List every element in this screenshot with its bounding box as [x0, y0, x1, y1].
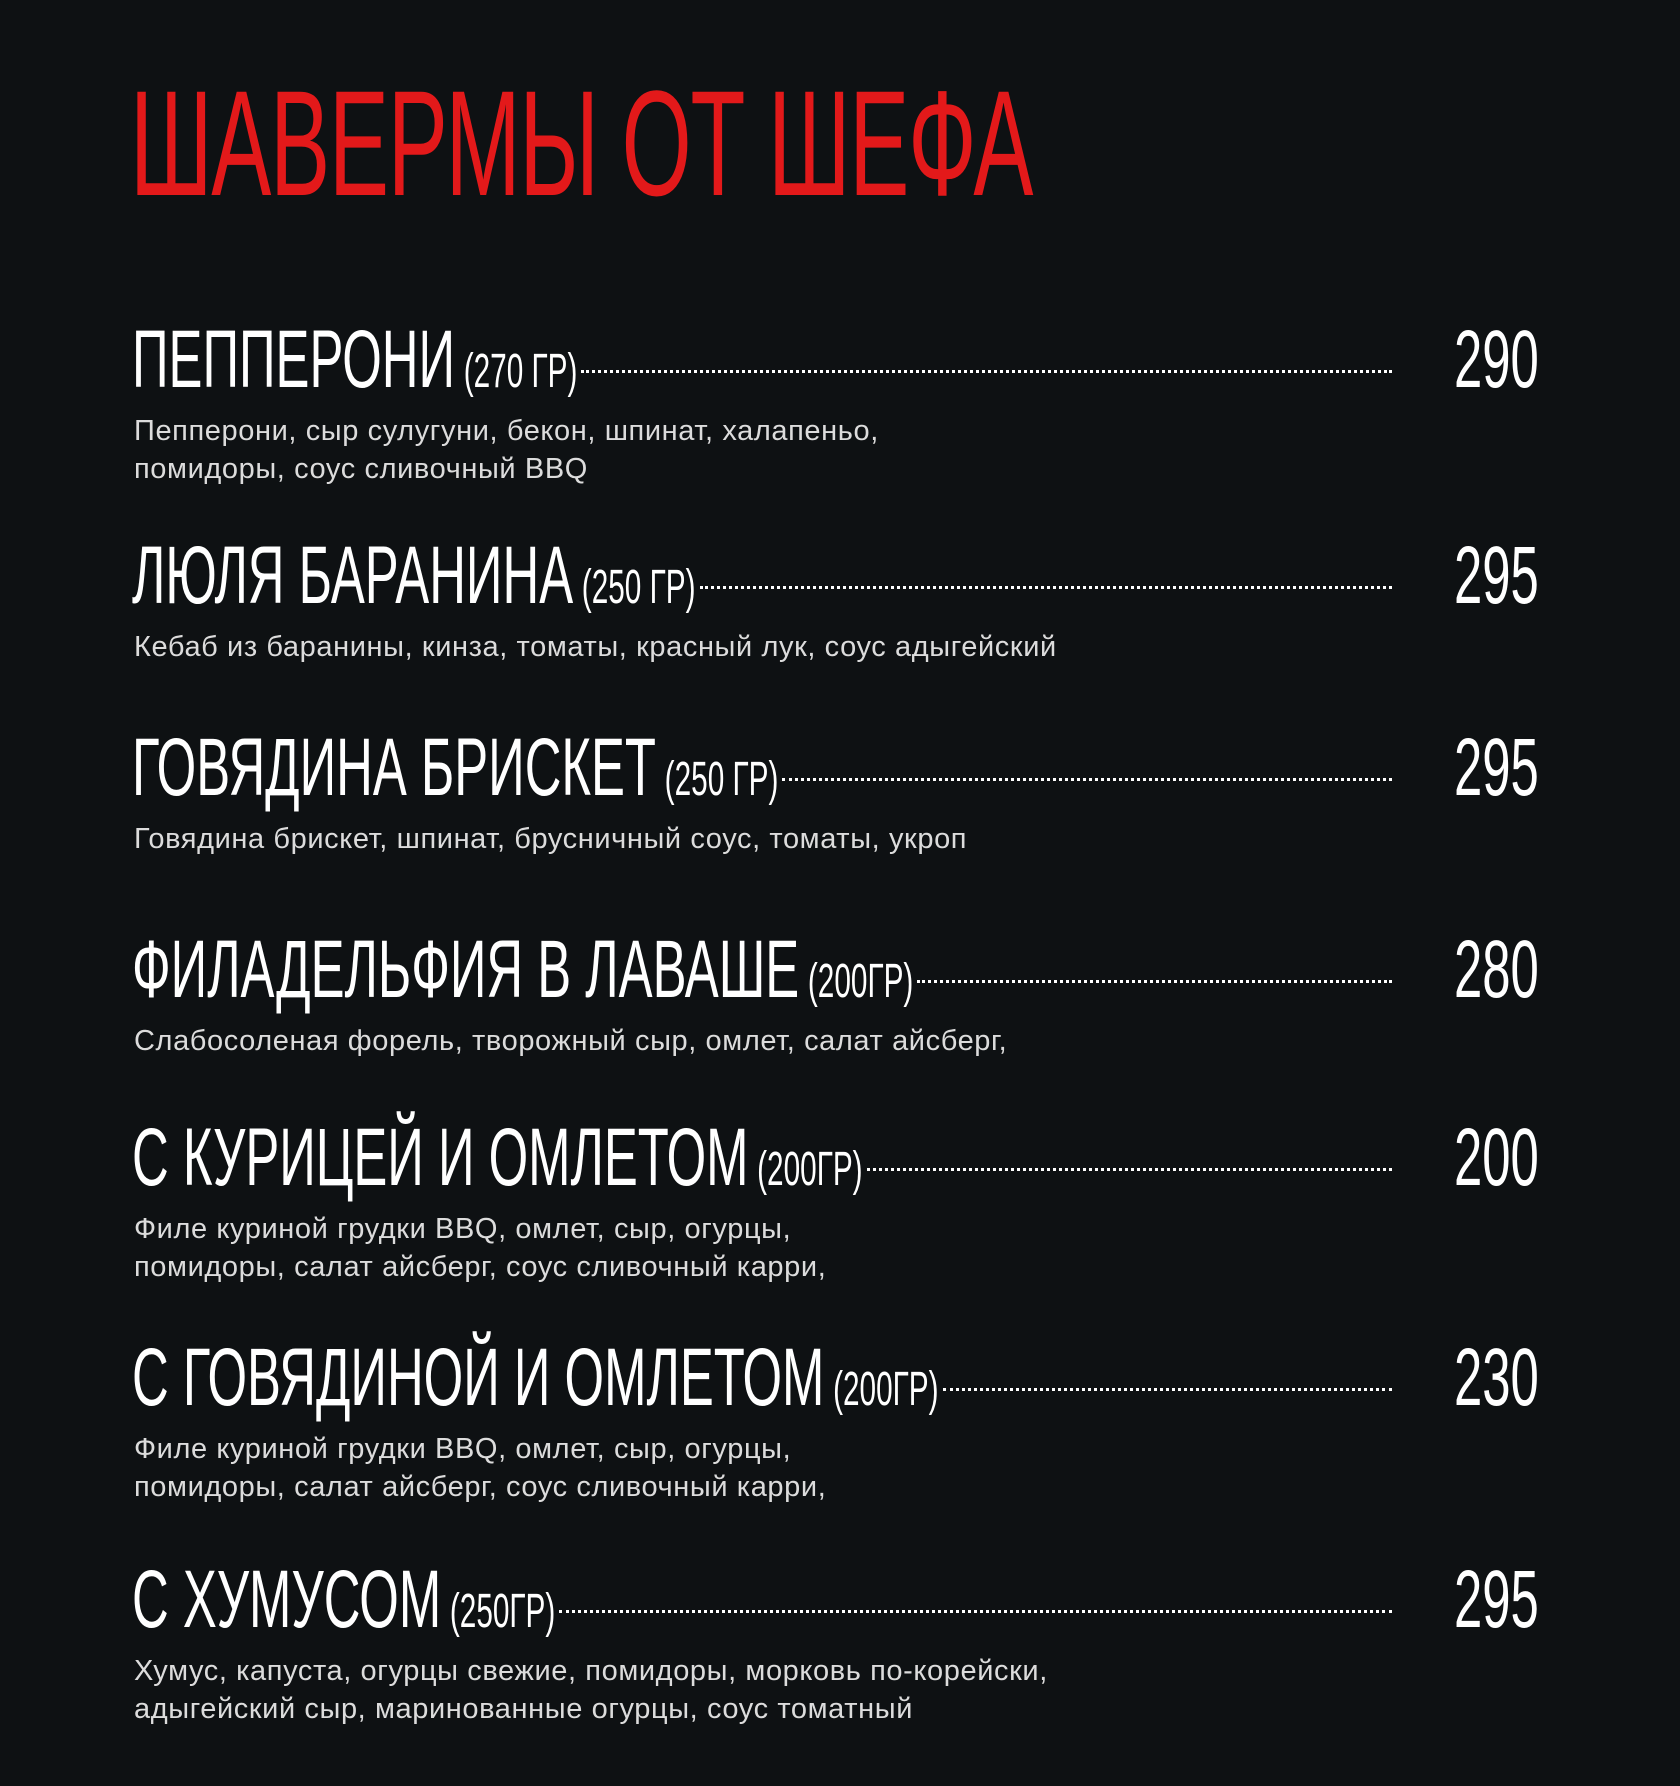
- menu-item-title: [132, 722, 779, 820]
- menu-item-header: [132, 1332, 1539, 1423]
- menu-item-price: 280: [1453, 924, 1539, 1015]
- dotted-leader: [782, 778, 1392, 781]
- dotted-leader: [559, 1610, 1392, 1613]
- menu-item-header: [132, 1554, 1539, 1645]
- menu-item-price: 295: [1453, 530, 1539, 621]
- dotted-leader: [581, 370, 1392, 373]
- menu-item-title: [132, 314, 578, 412]
- menu-item-name: ЛЮЛЯ БАРАНИНА: [132, 530, 574, 621]
- menu-item-description: [134, 628, 1522, 666]
- menu-item-price: 290: [1453, 314, 1539, 405]
- menu-item-header: [132, 530, 1539, 621]
- menu-item-price-box: [1402, 530, 1539, 621]
- menu-title: ШАВЕРМЫ ОТ ШЕФА: [130, 59, 1033, 227]
- menu-item-price-box: [1402, 1554, 1539, 1645]
- description-line: Говядина брискет, шпинат, брусничный соус, томаты, укроп: [134, 823, 968, 855]
- menu-item-header: [132, 1112, 1539, 1203]
- menu-item-header: [132, 722, 1539, 813]
- menu-item-description: [134, 1652, 1522, 1728]
- menu-item-pepperoni: [132, 314, 1539, 488]
- dotted-leader: [867, 1168, 1392, 1171]
- menu-item-price: 295: [1453, 722, 1539, 813]
- dotted-leader: [917, 980, 1392, 983]
- menu-item-govyadina-brisket: [132, 722, 1539, 858]
- menu-item-header: [132, 924, 1539, 1015]
- menu-item-philadelphia: [132, 924, 1539, 1060]
- description-line: Кебаб из баранины, кинза, томаты, красный лук, соус адыгейский: [134, 631, 1057, 663]
- menu-item-govyadina-omlet: [132, 1332, 1539, 1506]
- description-line: помидоры, салат айсберг, соус сливочный карри,: [134, 1471, 827, 1503]
- menu-item-description: [134, 1430, 1522, 1506]
- description-line: помидоры, салат айсберг, соус сливочный карри,: [134, 1251, 827, 1283]
- menu-item-title: [132, 1332, 939, 1430]
- menu-item-price-box: [1402, 314, 1539, 405]
- dotted-leader: [943, 1388, 1392, 1391]
- dotted-leader: [700, 586, 1392, 589]
- menu-item-kuritsa-omlet: [132, 1112, 1539, 1286]
- menu-item-title: [132, 1112, 863, 1210]
- menu-item-title: [132, 924, 914, 1022]
- description-line: адыгейский сыр, маринованные огурцы, соус томатный: [134, 1693, 913, 1725]
- menu-item-price: 230: [1453, 1332, 1539, 1423]
- menu-item-weight: (250 ГР): [664, 753, 779, 806]
- menu-item-price-box: [1402, 924, 1539, 1015]
- description-line: Филе куриной грудки BBQ, омлет, сыр, огурцы,: [134, 1213, 792, 1245]
- menu-item-name: ФИЛАДЕЛЬФИЯ В ЛАВАШЕ: [132, 924, 800, 1015]
- menu-item-price-box: [1402, 1112, 1539, 1203]
- menu-item-title: [132, 1554, 556, 1652]
- menu-item-humus: [132, 1554, 1539, 1728]
- menu-item-description: [134, 1022, 1522, 1060]
- description-line: Слабосоленая форель, творожный сыр, омлет, салат айсберг,: [134, 1025, 1008, 1057]
- menu-item-price-box: [1402, 1332, 1539, 1423]
- menu-item-name: ПЕППЕРОНИ: [132, 314, 456, 405]
- description-line: Хумус, капуста, огурцы свежие, помидоры, морковь по-корейски,: [134, 1655, 1048, 1687]
- menu-item-weight: (200ГР): [807, 955, 914, 1008]
- description-line: помидоры, соус сливочный BBQ: [134, 453, 588, 485]
- menu-item-price-box: [1402, 722, 1539, 813]
- menu-item-weight: (270 ГР): [463, 345, 578, 398]
- menu-item-weight: (200ГР): [757, 1143, 863, 1196]
- menu-item-description: [134, 1210, 1522, 1286]
- menu-item-name: С КУРИЦЕЙ И ОМЛЕТОМ: [132, 1112, 749, 1203]
- menu-item-name: ГОВЯДИНА БРИСКЕТ: [132, 722, 656, 813]
- menu-item-description: [134, 820, 1522, 858]
- description-line: Филе куриной грудки BBQ, омлет, сыр, огурцы,: [134, 1433, 792, 1465]
- menu-item-description: [134, 412, 1522, 488]
- menu-item-price: 295: [1453, 1554, 1539, 1645]
- menu-item-name: С ГОВЯДИНОЙ И ОМЛЕТОМ: [132, 1332, 825, 1423]
- menu-item-title: [132, 530, 696, 628]
- menu-item-weight: (250ГР): [449, 1585, 556, 1638]
- menu-item-weight: (250 ГР): [581, 561, 696, 614]
- menu-item-lyulya-baranina: [132, 530, 1539, 666]
- menu-item-weight: (200ГР): [833, 1363, 939, 1416]
- menu-item-name: С ХУМУСОМ: [132, 1554, 442, 1645]
- menu-item-price: 200: [1453, 1112, 1539, 1203]
- description-line: Пепперони, сыр сулугуни, бекон, шпинат, халапеньо,: [134, 415, 879, 447]
- menu-item-header: [132, 314, 1539, 405]
